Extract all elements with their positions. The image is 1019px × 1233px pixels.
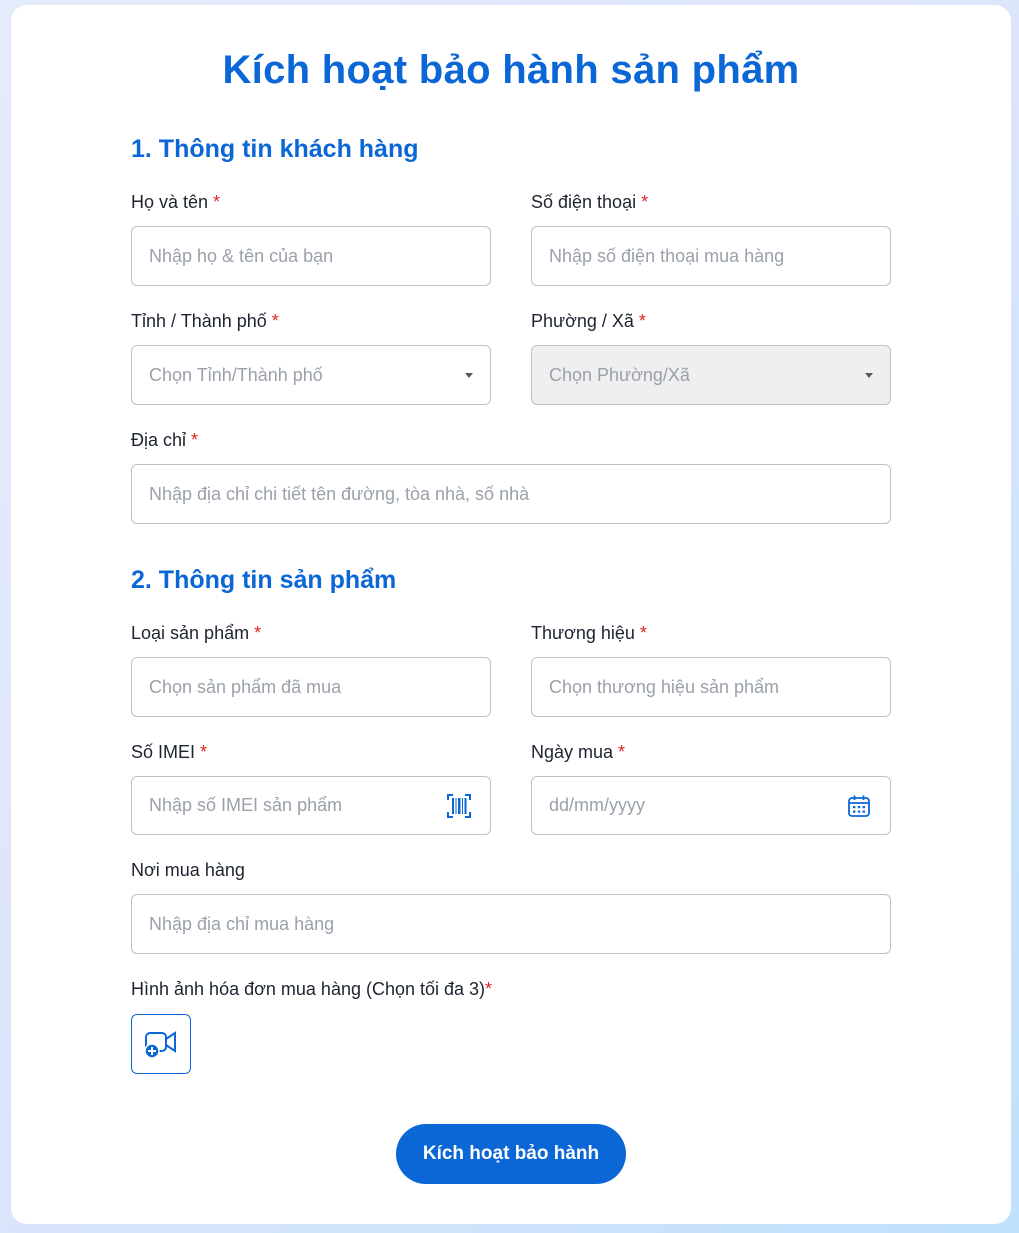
- required-marker: *: [271, 311, 279, 331]
- imei-input[interactable]: [131, 776, 491, 835]
- required-marker: *: [641, 192, 649, 212]
- phone-label: [531, 192, 648, 213]
- barcode-scan-icon[interactable]: [446, 793, 472, 819]
- section-product-title: 2. Thông tin sản phẩm: [131, 566, 397, 594]
- store-input[interactable]: [131, 894, 891, 954]
- calendar-icon[interactable]: [846, 793, 872, 819]
- brand-input[interactable]: [531, 657, 891, 717]
- phone-placeholder: Nhập số điện thoại mua hàng: [549, 245, 785, 266]
- required-marker: *: [639, 623, 647, 643]
- imei-placeholder: Nhập số IMEI sản phẩm: [149, 795, 343, 815]
- required-marker: *: [638, 311, 646, 331]
- province-label-text: Tỉnh / Thành phố: [131, 311, 267, 331]
- activate-warranty-button[interactable]: Kích hoạt bảo hành: [396, 1124, 626, 1184]
- required-marker: *: [254, 623, 262, 643]
- add-media-icon: [143, 1027, 179, 1061]
- ward-select[interactable]: [531, 345, 891, 405]
- phone-input[interactable]: [531, 226, 891, 286]
- purchase-date-placeholder: dd/mm/yyyy: [549, 795, 646, 815]
- full-name-input[interactable]: [131, 226, 491, 286]
- caret-down-icon: [465, 373, 473, 378]
- address-placeholder: Nhập địa chỉ chi tiết tên đường, tòa nhà, số nhà: [149, 483, 530, 504]
- product-type-placeholder: Chọn sản phẩm đã mua: [149, 676, 342, 697]
- invoice-upload-button[interactable]: [131, 1014, 191, 1074]
- full-name-label-text: Họ và tên: [131, 192, 209, 212]
- brand-label: [531, 623, 647, 644]
- brand-placeholder: Chọn thương hiệu sản phẩm: [549, 676, 780, 697]
- purchase-date-label-text: Ngày mua: [531, 742, 614, 762]
- province-select[interactable]: [131, 345, 491, 405]
- required-marker: *: [618, 742, 626, 762]
- phone-label-text: Số điện thoại: [531, 192, 637, 212]
- ward-placeholder: Chọn Phường/Xã: [549, 364, 690, 385]
- required-marker: *: [191, 430, 199, 450]
- province-placeholder: Chọn Tỉnh/Thành phố: [149, 364, 323, 385]
- full-name-placeholder: Nhập họ & tên của bạn: [149, 245, 334, 266]
- address-input[interactable]: [131, 464, 891, 524]
- warranty-form-card: [11, 5, 1011, 1224]
- invoice-images-label-text: Hình ảnh hóa đơn mua hàng (Chọn tối đa 3): [131, 979, 486, 999]
- province-label: [131, 311, 279, 332]
- imei-label: [131, 742, 207, 763]
- imei-label-text: Số IMEI: [131, 742, 196, 762]
- product-type-input[interactable]: [131, 657, 491, 717]
- ward-label-text: Phường / Xã: [531, 311, 634, 331]
- invoice-images-label: [131, 979, 492, 1000]
- product-type-label-text: Loại sản phẩm: [131, 623, 250, 643]
- address-label-text: Địa chỉ: [131, 430, 187, 450]
- page-title: Kích hoạt bảo hành sản phẩm: [222, 48, 800, 92]
- required-marker: *: [213, 192, 221, 212]
- section-customer-title: 1. Thông tin khách hàng: [131, 135, 419, 163]
- purchase-date-input[interactable]: [531, 776, 891, 835]
- caret-down-icon: [865, 373, 873, 378]
- brand-label-text: Thương hiệu: [531, 623, 635, 643]
- store-label: Nơi mua hàng: [131, 860, 245, 880]
- address-label: [131, 430, 198, 451]
- required-marker: *: [200, 742, 208, 762]
- store-placeholder: Nhập địa chỉ mua hàng: [149, 913, 335, 934]
- full-name-label: [131, 192, 220, 213]
- ward-label: [531, 311, 646, 332]
- required-marker: *: [485, 979, 493, 999]
- product-type-label: [131, 623, 261, 644]
- purchase-date-label: [531, 742, 625, 763]
